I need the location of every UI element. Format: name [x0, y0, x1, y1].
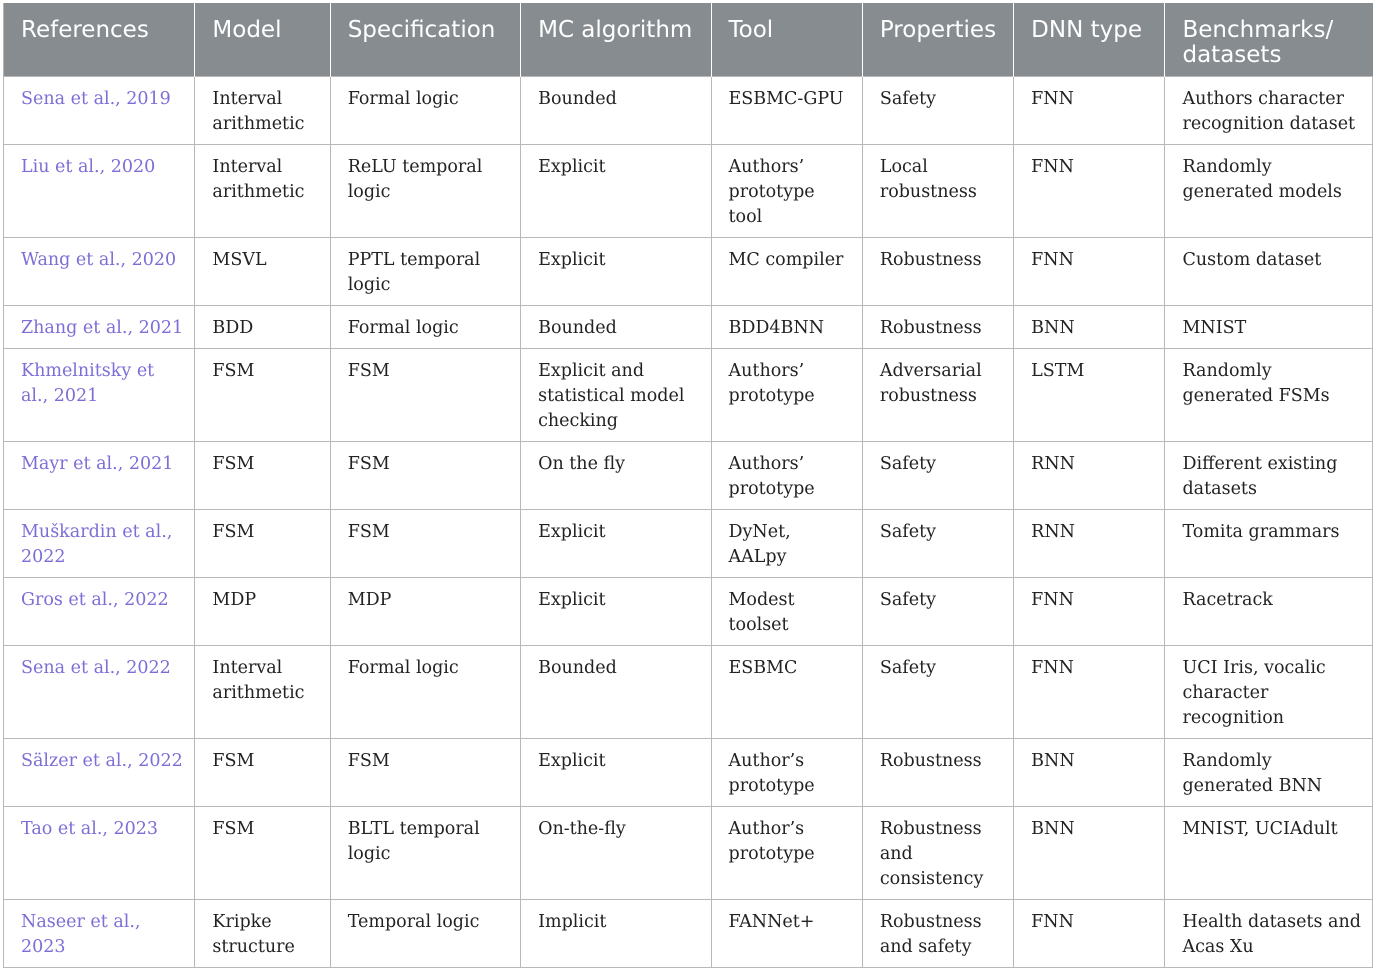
tool-cell: ESBMC: [711, 646, 862, 739]
benchmarks-cell: Custom dataset: [1165, 238, 1373, 306]
table-row: [4, 238, 1373, 306]
properties-cell: Robustness and safety: [862, 900, 1013, 968]
model-cell: FSM: [195, 349, 330, 442]
model-cell: FSM: [195, 442, 330, 510]
reference-link[interactable]: Wang et al., 2020: [4, 238, 195, 306]
reference-link[interactable]: Liu et al., 2020: [4, 145, 195, 238]
tool-cell: Author’s prototype: [711, 739, 862, 807]
specification-cell: FSM: [330, 510, 520, 578]
mc-algorithm-cell: On the fly: [521, 442, 711, 510]
tool-cell: ESBMC-GPU: [711, 77, 862, 145]
properties-cell: Robustness: [862, 306, 1013, 349]
benchmarks-cell: Randomly generated BNN: [1165, 739, 1373, 807]
table-row: [4, 578, 1373, 646]
benchmarks-cell: Randomly generated FSMs: [1165, 349, 1373, 442]
dnn-type-cell: FNN: [1014, 578, 1165, 646]
properties-cell: Robustness and consistency: [862, 807, 1013, 900]
reference-link[interactable]: Sena et al., 2019: [4, 77, 195, 145]
model-cell: MSVL: [195, 238, 330, 306]
benchmarks-cell: Tomita grammars: [1165, 510, 1373, 578]
specification-cell: ReLU temporal logic: [330, 145, 520, 238]
properties-cell: Safety: [862, 646, 1013, 739]
dnn-type-cell: FNN: [1014, 646, 1165, 739]
tool-cell: Author’s prototype: [711, 807, 862, 900]
model-cell: FSM: [195, 510, 330, 578]
model-cell: Interval arithmetic: [195, 646, 330, 739]
table-row: [4, 442, 1373, 510]
table-row: [4, 145, 1373, 238]
header-properties: Properties: [862, 3, 1013, 77]
specification-cell: Formal logic: [330, 646, 520, 739]
header-references: References: [4, 3, 195, 77]
properties-cell: Robustness: [862, 238, 1013, 306]
dnn-type-cell: RNN: [1014, 442, 1165, 510]
mc-algorithm-cell: Explicit: [521, 739, 711, 807]
mc-algorithm-cell: Explicit: [521, 145, 711, 238]
header-tool: Tool: [711, 3, 862, 77]
specification-cell: FSM: [330, 739, 520, 807]
header-dnn-type: DNN type: [1014, 3, 1165, 77]
benchmarks-cell: Authors character recognition dataset: [1165, 77, 1373, 145]
model-cell: BDD: [195, 306, 330, 349]
table-header: [4, 3, 1373, 77]
properties-cell: Local robustness: [862, 145, 1013, 238]
model-cell: FSM: [195, 807, 330, 900]
benchmarks-cell: UCI Iris, vocalic character recognition: [1165, 646, 1373, 739]
mc-algorithm-cell: Explicit: [521, 578, 711, 646]
tool-cell: BDD4BNN: [711, 306, 862, 349]
table-row: [4, 646, 1373, 739]
reference-link[interactable]: Sena et al., 2022: [4, 646, 195, 739]
references-table: [3, 3, 1373, 968]
reference-link[interactable]: Naseer et al., 2023: [4, 900, 195, 968]
table-row: [4, 510, 1373, 578]
mc-algorithm-cell: Bounded: [521, 646, 711, 739]
table-row: [4, 739, 1373, 807]
specification-cell: BLTL temporal logic: [330, 807, 520, 900]
reference-link[interactable]: Mayr et al., 2021: [4, 442, 195, 510]
mc-algorithm-cell: Explicit: [521, 510, 711, 578]
benchmarks-cell: MNIST: [1165, 306, 1373, 349]
mc-algorithm-cell: Explicit and statistical model checking: [521, 349, 711, 442]
mc-algorithm-cell: On-the-fly: [521, 807, 711, 900]
table-row: [4, 807, 1373, 900]
model-cell: Kripke structure: [195, 900, 330, 968]
model-cell: Interval arithmetic: [195, 77, 330, 145]
specification-cell: FSM: [330, 442, 520, 510]
table-row: [4, 77, 1373, 145]
dnn-type-cell: FNN: [1014, 238, 1165, 306]
specification-cell: Temporal logic: [330, 900, 520, 968]
tool-cell: Authors’ prototype: [711, 349, 862, 442]
header-model: Model: [195, 3, 330, 77]
model-cell: MDP: [195, 578, 330, 646]
table-body: [4, 77, 1373, 968]
specification-cell: MDP: [330, 578, 520, 646]
dnn-type-cell: BNN: [1014, 306, 1165, 349]
reference-link[interactable]: Tao et al., 2023: [4, 807, 195, 900]
properties-cell: Robustness: [862, 739, 1013, 807]
header-benchmarks-datasets: Benchmarks/ datasets: [1165, 3, 1373, 77]
properties-cell: Safety: [862, 510, 1013, 578]
benchmarks-cell: Different existing datasets: [1165, 442, 1373, 510]
specification-cell: FSM: [330, 349, 520, 442]
benchmarks-cell: Racetrack: [1165, 578, 1373, 646]
dnn-type-cell: FNN: [1014, 900, 1165, 968]
dnn-type-cell: FNN: [1014, 77, 1165, 145]
properties-cell: Adversarial robustness: [862, 349, 1013, 442]
mc-algorithm-cell: Bounded: [521, 306, 711, 349]
tool-cell: MC compiler: [711, 238, 862, 306]
tool-cell: FANNet+: [711, 900, 862, 968]
specification-cell: Formal logic: [330, 77, 520, 145]
dnn-type-cell: RNN: [1014, 510, 1165, 578]
dnn-type-cell: BNN: [1014, 739, 1165, 807]
table-row: [4, 306, 1373, 349]
header-specification: Specification: [330, 3, 520, 77]
tool-cell: DyNet, AALpy: [711, 510, 862, 578]
reference-link[interactable]: Muškardin et al., 2022: [4, 510, 195, 578]
specification-cell: Formal logic: [330, 306, 520, 349]
header-mc-algorithm: MC algorithm: [521, 3, 711, 77]
tool-cell: Authors’ prototype tool: [711, 145, 862, 238]
benchmarks-cell: Health datasets and Acas Xu: [1165, 900, 1373, 968]
reference-link[interactable]: Khmelnitsky et al., 2021: [4, 349, 195, 442]
table-row: [4, 900, 1373, 968]
model-cell: FSM: [195, 739, 330, 807]
dnn-type-cell: FNN: [1014, 145, 1165, 238]
reference-link[interactable]: Zhang et al., 2021: [4, 306, 195, 349]
reference-link[interactable]: Sälzer et al., 2022: [4, 739, 195, 807]
properties-cell: Safety: [862, 77, 1013, 145]
benchmarks-cell: Randomly generated models: [1165, 145, 1373, 238]
properties-cell: Safety: [862, 442, 1013, 510]
dnn-type-cell: BNN: [1014, 807, 1165, 900]
specification-cell: PPTL temporal logic: [330, 238, 520, 306]
model-cell: Interval arithmetic: [195, 145, 330, 238]
header-row: [4, 3, 1373, 77]
tool-cell: Modest toolset: [711, 578, 862, 646]
properties-cell: Safety: [862, 578, 1013, 646]
mc-algorithm-cell: Bounded: [521, 77, 711, 145]
dnn-type-cell: LSTM: [1014, 349, 1165, 442]
mc-algorithm-cell: Explicit: [521, 238, 711, 306]
reference-link[interactable]: Gros et al., 2022: [4, 578, 195, 646]
table-row: [4, 349, 1373, 442]
mc-algorithm-cell: Implicit: [521, 900, 711, 968]
tool-cell: Authors’ prototype: [711, 442, 862, 510]
benchmarks-cell: MNIST, UCIAdult: [1165, 807, 1373, 900]
